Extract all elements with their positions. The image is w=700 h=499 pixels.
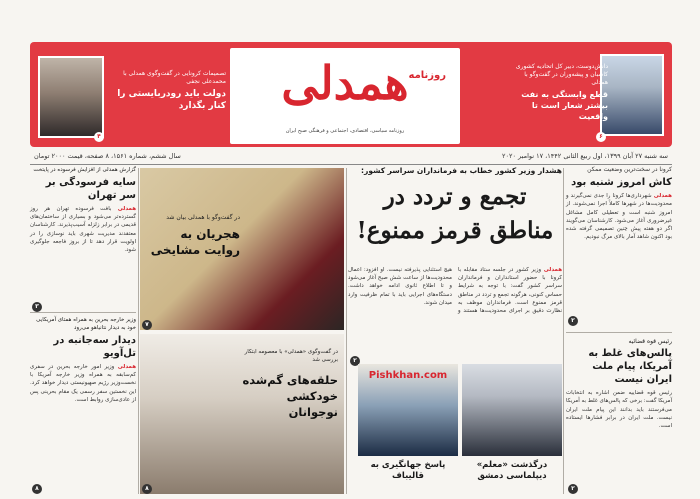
byline: همدلی	[543, 267, 562, 273]
page-badge: ۲	[350, 356, 360, 366]
photo-story-jahangiri[interactable]	[358, 364, 458, 481]
story-judiciary[interactable]	[566, 338, 672, 430]
story-body	[30, 363, 136, 404]
left-column	[30, 166, 136, 499]
divider	[30, 312, 136, 313]
photo-story-hejr[interactable]	[140, 168, 344, 330]
newspaper-logo: همدلی	[281, 56, 409, 110]
page-badge: ۶	[596, 132, 606, 142]
column-divider	[138, 168, 139, 494]
column-divider	[346, 168, 347, 494]
issue-date: سه شنبه ۲۷ آبان ۱۳۹۹، اول ربیع الثانی ۱۴۴۲، ۱۷ نوامبر ۲۰۲۰	[502, 152, 668, 160]
divider	[566, 332, 672, 333]
byline: همدلی	[653, 193, 672, 199]
page-badge: ۴	[94, 132, 104, 142]
byline: همدلی	[117, 206, 137, 212]
logo-box	[230, 48, 460, 144]
logo-word: روزنامه	[408, 70, 446, 81]
teaser-right-photo	[600, 54, 664, 136]
divider	[30, 164, 672, 165]
story-text: بافت فرسوده تهران هر روز گسترده‌تر می‌شود و بسیاری از ساختمان‌های قدیمی در برابر زلزله آسیب‌پذیرند. کارشناسان معتقدند مدیریت شهری باید نوسازی را در اولویت قرار دهد تا از بروز فاجعه جلوگیری شود.	[30, 206, 136, 254]
issue-info: سال ششم، شماره ۱۵۶۱، ۸ صفحه، قیمت ۲۰۰۰ تومان	[34, 152, 181, 160]
photo-kicker: در گفت‌وگو با همدلی بیان شد	[166, 214, 240, 221]
story-bahrain[interactable]	[30, 316, 136, 404]
lead-headline: تجمع و تردد در مناطق قرمز ممنوع!	[356, 183, 554, 244]
lead-text: وزیر کشور در جلسه ستاد مقابله با کرونا با حضور استانداران و فرمانداران سراسر کشور گفت: با توجه به شرایط حساس کنونی، هرگونه تجمع و تردد در مناطق قرمز ممنوع است. فرمانداران موظف به نظارت دقیق بر اجرای محدودیت‌ها هستند و هیچ استثنایی پذیرفته نیست. او افزود: اعمال محدودیت‌ها از ساعت شش صبح آغاز می‌شود و تا اطلاع ثانوی ادامه خواهد داشت. دستگاه‌های اجرایی باید با تمام ظرفیت وارد میدان شوند.	[348, 267, 562, 315]
page-badge: ۲	[568, 316, 578, 326]
watermark: Pishkhan.com	[368, 370, 448, 381]
story-text: شهرداری‌ها کرونا را جدی نمی‌گیرند و محدودیت‌ها در شهرها کاملاً اجرا نمی‌شوند. از امروز شنبه است و تعطیلی کامل مشاغل غیرضروری آغاز می‌شود. کارشناسان می‌گویند اگر دو هفته پیش چنین تصمیمی گرفته شده بود اکنون شاهد آمار بالای مرگ نبودیم.	[566, 193, 672, 241]
story-kicker: وزیر خارجه بحرین به همراه همتای آمریکایی خود به دیدار نتانیاهو می‌رود	[36, 317, 136, 331]
photo-kicker: در گفت‌وگوی «همدلی» با معصومه ابتکار بررسی شد	[244, 349, 338, 363]
teaser-left-photo	[38, 56, 104, 138]
story-kicker: گزارش همدلی از افزایش فرسوده در پایتخت	[33, 167, 136, 173]
photo-headline: هجریان به روایت مشایخی	[150, 227, 240, 257]
story-covid[interactable]	[566, 166, 672, 316]
photo-headline: درگذشت «معلم» دیپلماسی دمشق	[476, 460, 548, 481]
lead-story[interactable]	[348, 166, 562, 248]
column-divider	[563, 168, 564, 494]
teaser-headline: قطع وابستگی به نفت بیشتر شعار است تا واقعیت	[521, 90, 608, 121]
story-headline: پالس‌های غلط به آمریکا، پیام ملت ایران نیست	[588, 348, 672, 385]
photo-headline: پاسخ جهانگیری به قالیباف	[370, 460, 446, 481]
dateline	[30, 149, 672, 163]
page-badge: ۸	[32, 484, 42, 494]
story-body: رئیس قوه قضاییه ضمن اشاره به انتخابات آمریکا گفت: برخی که پالس‌های غلط به آمریکا می‌فرستند باید بدانند این پیام ملت ایران نیست. ملت ایران در برابر فشارها ایستاده است.	[566, 390, 672, 430]
right-column	[566, 166, 672, 499]
page-badge: ۲	[568, 484, 578, 494]
lead-kicker: هشدار وزیر کشور خطاب به فرمانداران سراسر کشور:	[361, 166, 562, 175]
page-badge: ۸	[142, 484, 152, 494]
story-tehran[interactable]	[30, 166, 136, 254]
story-headline: دیدار سه‌جانبه در تل‌آویو	[53, 335, 136, 359]
story-text: وزیر امور خارجه بحرین در سفری کم‌سابقه به همراه وزیر خارجه آمریکا با نخست‌وزیر رژیم صهیونیستی دیدار خواهد کرد. این نخستین سفر رسمی یک مقام بحرینی پس از عادی‌سازی روابط است.	[30, 364, 136, 403]
lead-body	[348, 266, 562, 362]
story-kicker: کرونا در سخت‌ترین وضعیت ممکن	[587, 166, 672, 173]
teaser-kicker: تصمیمات کرونایی در گفت‌وگوی همدلی با محمدعلی نجفی	[123, 70, 226, 85]
byline: همدلی	[117, 364, 137, 370]
photo-story-suicide[interactable]	[140, 334, 344, 494]
story-body	[566, 192, 672, 242]
teaser-right[interactable]	[508, 63, 608, 122]
teaser-headline: دولت باید رودربایستی را کنار بگذارد	[117, 89, 226, 111]
teaser-left[interactable]	[108, 70, 226, 112]
photo-story-walid[interactable]	[462, 364, 562, 481]
photo-headline: حلقه‌های گم‌شده خودکشی نوجوانان	[242, 373, 338, 419]
story-headline: سایه فرسودگی بر سر تهران	[45, 177, 136, 201]
page-badge: ۷	[142, 320, 152, 330]
page-badge: ۳	[32, 302, 42, 312]
story-body	[30, 205, 136, 254]
teaser-kicker: دانش‌دوست، دبیر کل اتحادیه کشوری کاسبان و پیشه‌وران در گفت‌وگو با همدلی	[515, 63, 608, 86]
logo-tagline: روزنامه سیاسی، اقتصادی، اجتماعی و فرهنگی صبح ایران	[285, 128, 405, 134]
story-headline: کاش امروز شنبه بود	[571, 177, 672, 188]
story-kicker: رئیس قوه قضائیه	[628, 338, 672, 345]
